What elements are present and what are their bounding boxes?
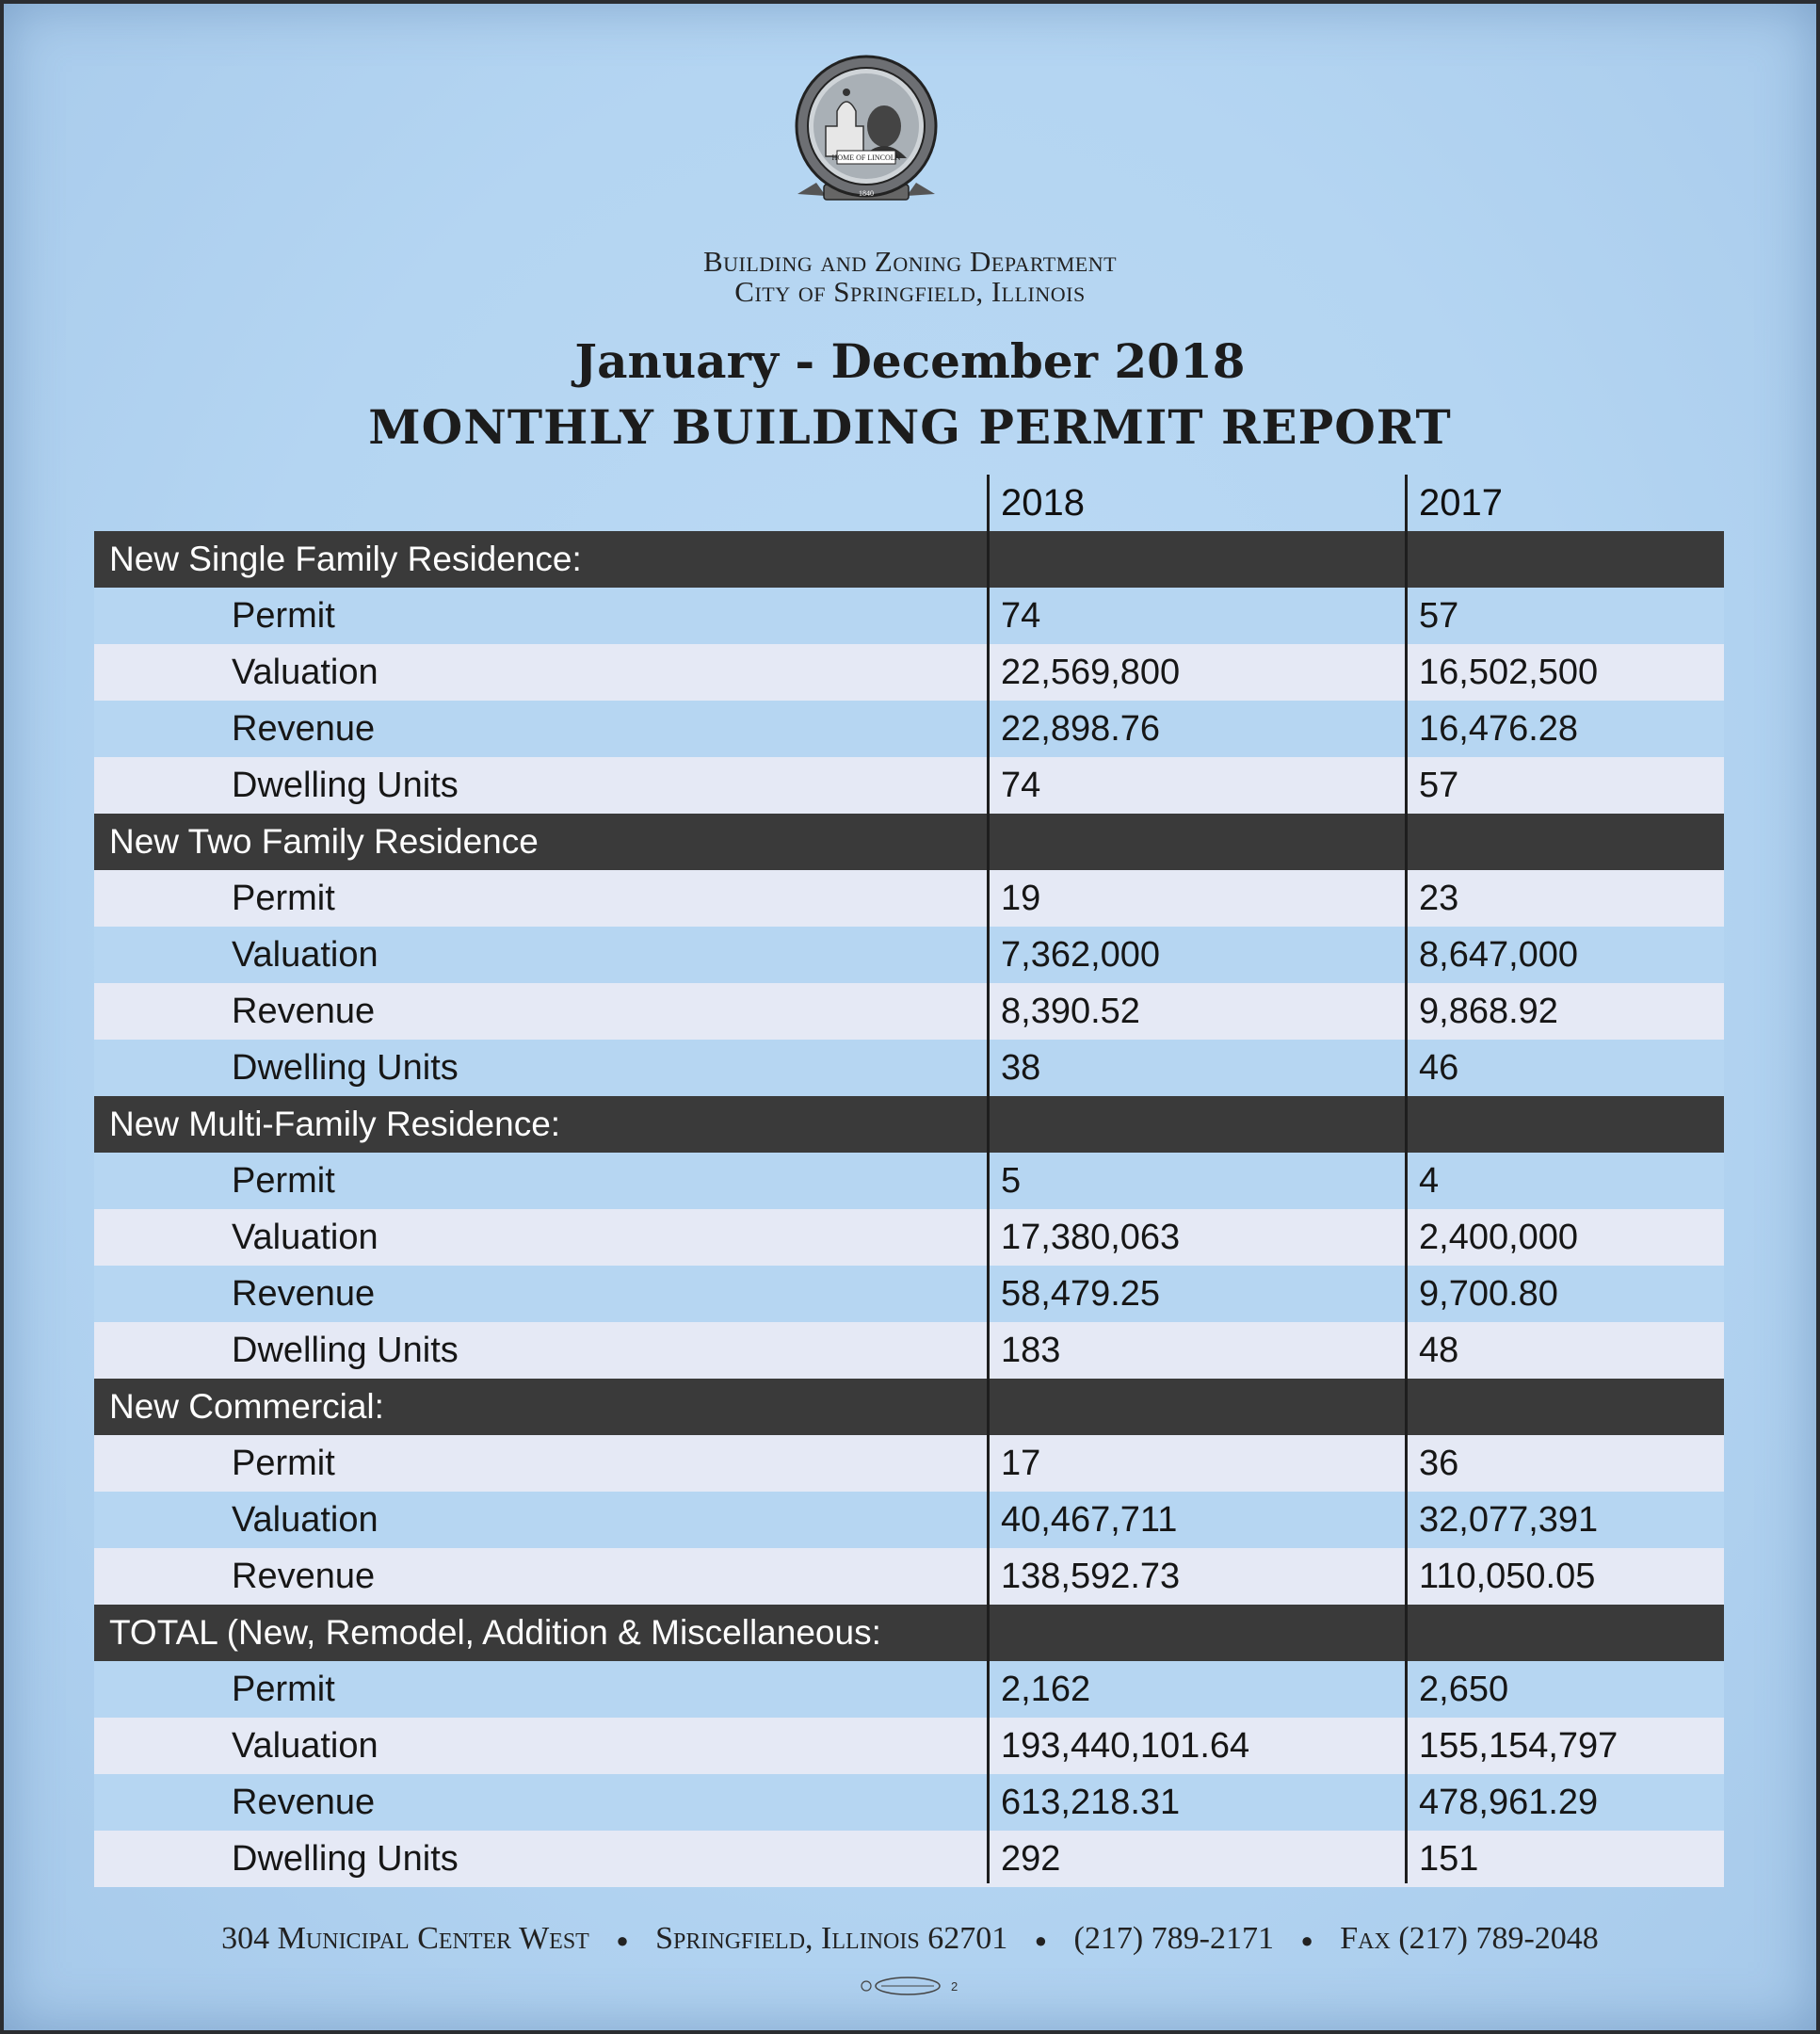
value-2018: 74 <box>1001 766 1041 805</box>
svg-text:1840: 1840 <box>859 189 874 198</box>
row-label: Valuation <box>232 653 378 692</box>
table-row <box>94 588 1724 644</box>
table-row <box>94 870 1724 927</box>
section-title: TOTAL (New, Remodel, Addition & Miscellaneous: <box>109 1613 881 1652</box>
row-label: Revenue <box>232 1557 376 1596</box>
row-label: Permit <box>232 1670 335 1709</box>
table-row <box>94 1322 1724 1379</box>
report-period-title: January - December 2018 <box>574 333 1246 389</box>
table-row <box>94 1831 1724 1887</box>
value-2017: 155,154,797 <box>1419 1726 1619 1766</box>
footer-contact <box>4 1921 1816 1957</box>
report-title: MONTHLY BUILDING PERMIT REPORT <box>368 399 1452 455</box>
row-label: Valuation <box>232 1218 378 1257</box>
row-label: Valuation <box>232 1726 378 1766</box>
city-name: City of Springfield, Illinois <box>734 275 1086 308</box>
table-row <box>94 1209 1724 1266</box>
footer-phone: (217) 789-2171 <box>1073 1921 1274 1956</box>
row-label: Revenue <box>232 709 376 749</box>
value-2018: 74 <box>1001 596 1041 636</box>
value-2017: 57 <box>1419 596 1459 636</box>
report-page <box>4 4 1816 2030</box>
bullet-icon: ● <box>1300 1929 1313 1953</box>
value-2018: 38 <box>1001 1048 1041 1088</box>
table-row <box>94 701 1724 757</box>
table-row <box>94 1718 1724 1774</box>
value-2017: 46 <box>1419 1048 1459 1088</box>
section-header <box>94 1379 1724 1435</box>
table-row <box>94 1153 1724 1209</box>
value-2018: 17,380,063 <box>1001 1218 1181 1257</box>
value-2017: 2,400,000 <box>1419 1218 1579 1257</box>
value-2018: 613,218.31 <box>1001 1783 1181 1822</box>
value-2018: 193,440,101.64 <box>1001 1726 1250 1766</box>
footer-address: 304 Municipal Center West <box>221 1921 589 1956</box>
column-header-2017: 2017 <box>1419 482 1503 524</box>
value-2018: 58,479.25 <box>1001 1274 1161 1314</box>
section-title: New Two Family Residence <box>109 822 539 861</box>
row-label: Dwelling Units <box>232 1331 459 1370</box>
value-2018: 292 <box>1001 1839 1061 1879</box>
value-2017: 23 <box>1419 879 1459 918</box>
table-row <box>94 1774 1724 1831</box>
table-row <box>94 1492 1724 1548</box>
value-2017: 57 <box>1419 766 1459 805</box>
row-label: Revenue <box>232 992 376 1031</box>
row-label: Revenue <box>232 1274 376 1314</box>
footer-city: Springfield, Illinois 62701 <box>655 1921 1008 1956</box>
value-2017: 36 <box>1419 1444 1459 1483</box>
table-row <box>94 1548 1724 1605</box>
table-row <box>94 757 1724 814</box>
value-2017: 48 <box>1419 1331 1459 1370</box>
row-label: Permit <box>232 596 335 636</box>
row-label: Permit <box>232 1444 335 1483</box>
svg-text:HOME OF LINCOLN: HOME OF LINCOLN <box>831 153 901 162</box>
value-2017: 4 <box>1419 1161 1440 1201</box>
bullet-icon: ● <box>1034 1929 1047 1953</box>
section-title: New Commercial: <box>109 1387 384 1426</box>
column-divider <box>987 475 990 1883</box>
value-2018: 22,569,800 <box>1001 653 1181 692</box>
row-label: Dwelling Units <box>232 1839 459 1879</box>
row-label: Revenue <box>232 1783 376 1822</box>
section-header <box>94 814 1724 870</box>
row-label: Permit <box>232 1161 335 1201</box>
value-2017: 9,700.80 <box>1419 1274 1558 1314</box>
value-2018: 2,162 <box>1001 1670 1091 1709</box>
value-2017: 16,502,500 <box>1419 653 1599 692</box>
table-row <box>94 983 1724 1040</box>
value-2018: 5 <box>1001 1161 1022 1201</box>
value-2017: 110,050.05 <box>1419 1557 1596 1596</box>
section-header <box>94 1605 1724 1661</box>
value-2018: 22,898.76 <box>1001 709 1161 749</box>
row-label: Valuation <box>232 1500 378 1540</box>
bullet-icon: ● <box>616 1929 629 1953</box>
section-title: New Multi-Family Residence: <box>109 1105 561 1143</box>
section-header <box>94 531 1724 588</box>
value-2017: 16,476.28 <box>1419 709 1579 749</box>
value-2017: 2,650 <box>1419 1670 1509 1709</box>
value-2017: 478,961.29 <box>1419 1783 1599 1822</box>
value-2017: 9,868.92 <box>1419 992 1558 1031</box>
value-2018: 7,362,000 <box>1001 935 1161 975</box>
value-2017: 151 <box>1419 1839 1479 1879</box>
svg-text:2: 2 <box>951 1979 958 1994</box>
value-2018: 19 <box>1001 879 1041 918</box>
value-2018: 40,467,711 <box>1001 1500 1178 1540</box>
row-label: Permit <box>232 879 335 918</box>
table-row <box>94 927 1724 983</box>
value-2018: 138,592.73 <box>1001 1557 1181 1596</box>
city-seal-logo <box>788 53 944 209</box>
table-row <box>94 1661 1724 1718</box>
table-row <box>94 1266 1724 1322</box>
row-label: Dwelling Units <box>232 1048 459 1088</box>
value-2018: 183 <box>1001 1331 1061 1370</box>
row-label: Dwelling Units <box>232 766 459 805</box>
section-header <box>94 1096 1724 1153</box>
section-title: New Single Family Residence: <box>109 540 582 578</box>
department-name: Building and Zoning Department <box>702 245 1118 278</box>
value-2017: 32,077,391 <box>1419 1500 1599 1540</box>
table-row <box>94 1040 1724 1096</box>
footer-fax: Fax (217) 789-2048 <box>1340 1921 1599 1956</box>
union-bug-logo <box>859 1974 962 1998</box>
column-header-2018: 2018 <box>1001 482 1085 524</box>
table-row <box>94 644 1724 701</box>
value-2018: 17 <box>1001 1444 1041 1483</box>
value-2018: 8,390.52 <box>1001 992 1140 1031</box>
value-2017: 8,647,000 <box>1419 935 1579 975</box>
row-label: Valuation <box>232 935 378 975</box>
table-row <box>94 1435 1724 1492</box>
column-divider <box>1405 475 1408 1883</box>
